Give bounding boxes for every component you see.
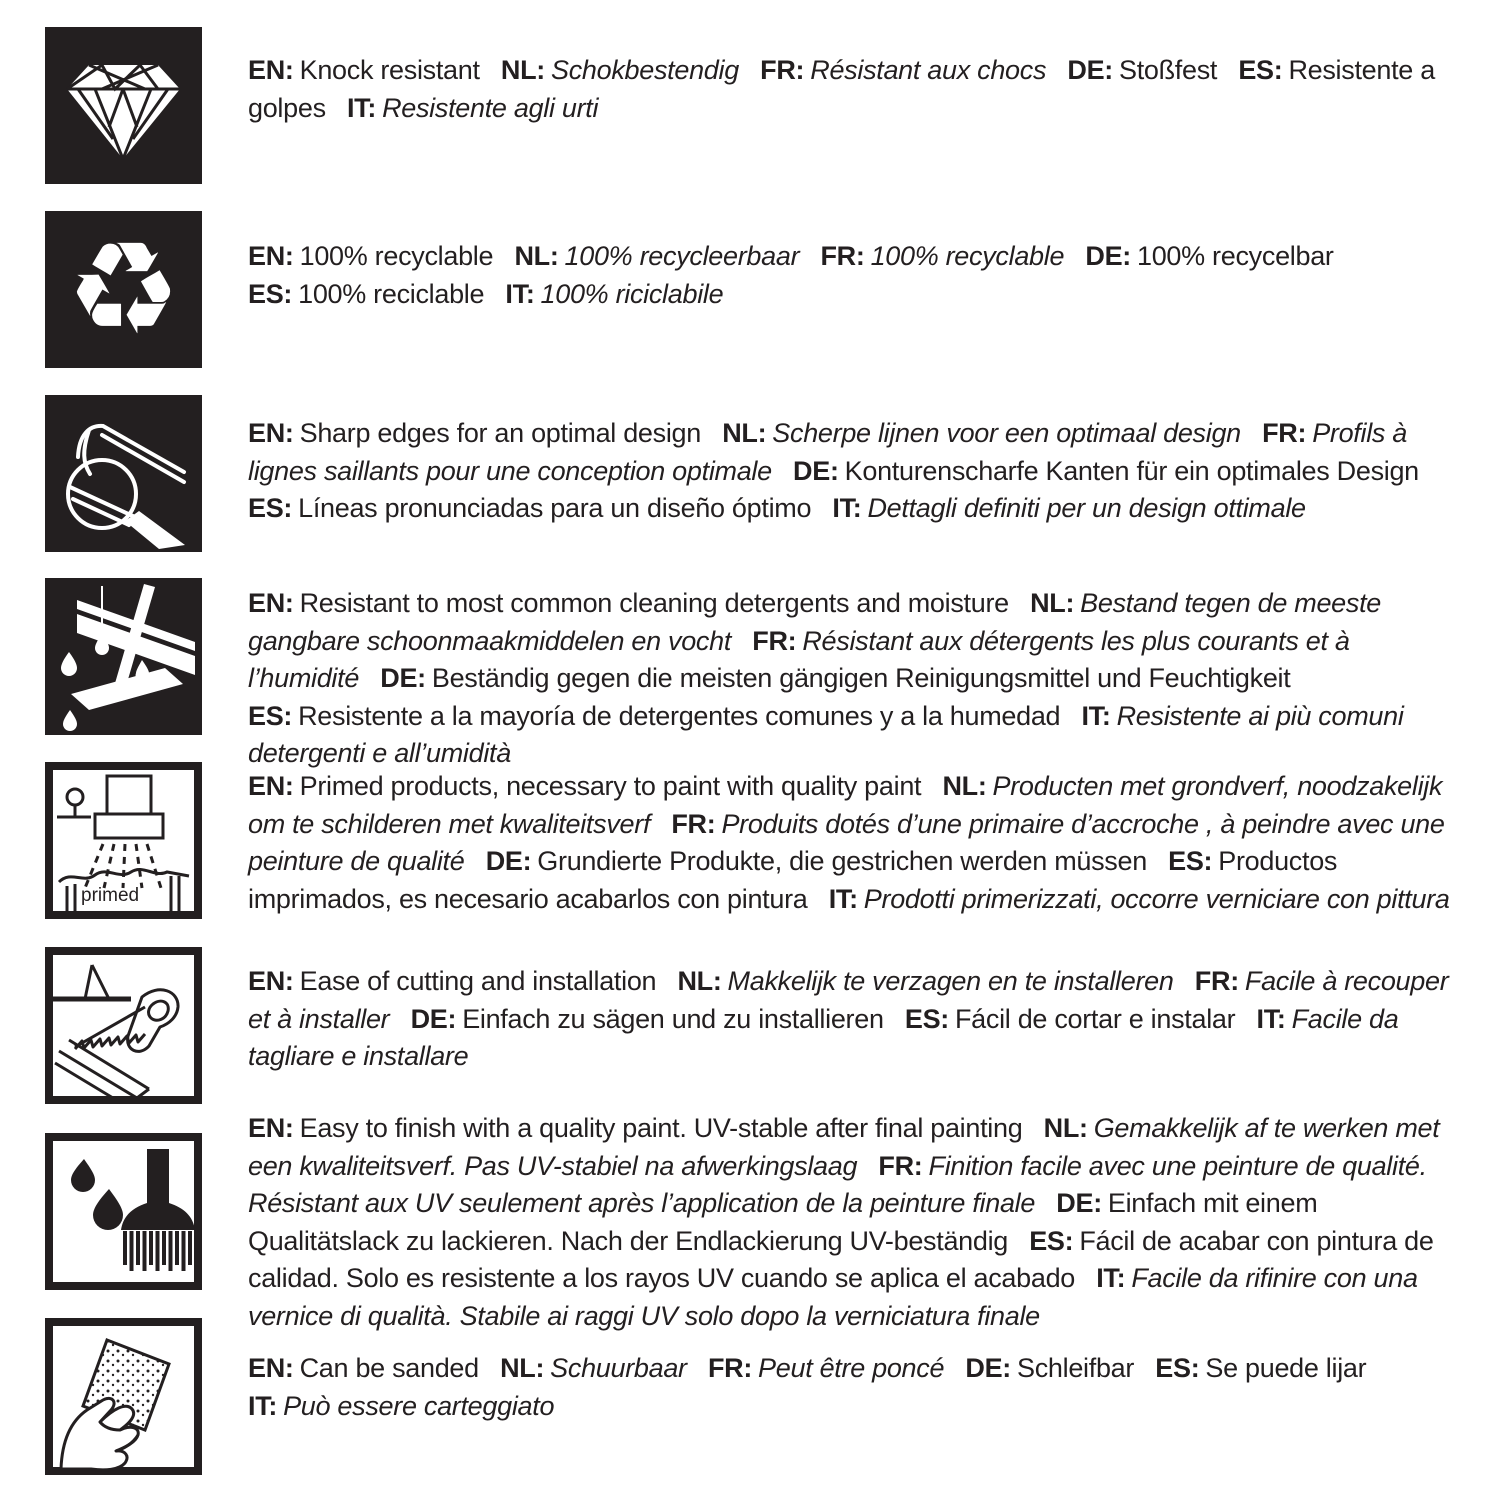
lang-label: EN:: [248, 1353, 294, 1383]
feature-description: Stoßfest: [1118, 55, 1218, 85]
feature-description: 100% recycleerbaar: [564, 241, 800, 271]
feature-text: [248, 585, 1466, 773]
lang-label: NL:: [1030, 588, 1075, 618]
feature-description: Peut être poncé: [758, 1353, 945, 1383]
feature-description: Producten met grondverf, noodzakelijk om te schilderen met kwaliteitsverf: [248, 771, 1443, 839]
primed-icon: [45, 762, 202, 919]
feature-description: 100% recyclable: [870, 241, 1065, 271]
saw-icon: [45, 947, 202, 1104]
feature-text: [248, 1110, 1466, 1335]
feature-description: Líneas pronunciadas para un diseño óptimo: [298, 493, 812, 523]
feature-description: 100% recycelbar: [1137, 241, 1334, 271]
feature-description: Schokbestendig: [551, 55, 739, 85]
feature-description: Resistente agli urti: [382, 92, 599, 123]
lang-label: IT:: [248, 1390, 278, 1421]
feature-description: Facile da rifinire con una vernice di qualità. Stabile ai raggi UV solo dopo la verniciatura finale: [248, 1263, 1418, 1331]
lang-label: DE:: [1085, 241, 1131, 271]
lang-label: NL:: [500, 1353, 545, 1383]
feature-description: Résistant aux chocs: [810, 55, 1047, 85]
lang-label: IT:: [505, 278, 535, 309]
feature-text: [248, 768, 1466, 918]
lang-label: IT:: [832, 493, 862, 523]
lang-label: NL:: [677, 966, 722, 996]
lang-label: EN:: [248, 1113, 294, 1143]
lang-label: EN:: [248, 771, 294, 801]
feature-description: Einfach zu sägen und zu installieren: [462, 1003, 884, 1034]
feature-description: 100% reciclable: [298, 278, 485, 309]
feature-description: Prodotti primerizzati, occorre verniciare con pittura: [863, 883, 1450, 914]
lang-label: NL:: [1043, 1113, 1088, 1143]
lang-label: ES:: [248, 278, 293, 309]
lang-label: NL:: [514, 241, 559, 271]
feature-description: Fácil de cortar e instalar: [954, 1003, 1236, 1034]
lang-label: ES:: [1029, 1225, 1074, 1256]
lang-label: DE:: [1056, 1188, 1102, 1218]
lang-label: IT:: [346, 92, 377, 123]
feature-text: [248, 238, 1466, 313]
feature-description: Facile à recouper et à installer: [248, 966, 1449, 1034]
feature-description: Resistente a la mayoría de detergentes comunes y a la humedad: [298, 700, 1061, 731]
feature-description: Makkelijk te verzagen en te installeren: [727, 966, 1174, 996]
feature-description: Can be sanded: [299, 1353, 479, 1383]
lang-label: FR:: [707, 1353, 753, 1383]
lang-label: DE:: [1067, 55, 1113, 85]
lang-label: DE:: [793, 455, 839, 486]
paint-brush-icon: [45, 1133, 202, 1290]
lang-label: EN:: [248, 241, 294, 271]
feature-description: 100% recyclable: [299, 241, 494, 271]
feature-text: [248, 1350, 1466, 1425]
lang-label: DE:: [410, 1003, 457, 1034]
lang-label: DE:: [965, 1353, 1011, 1383]
lang-label: FR:: [878, 1150, 923, 1181]
feature-description: Sharp edges for an optimal design: [299, 418, 701, 448]
feature-description: Dettagli definiti per un design ottimale: [867, 493, 1306, 523]
feature-description: Ease of cutting and installation: [299, 966, 657, 996]
lang-label: EN:: [248, 966, 294, 996]
feature-description: Konturenscharfe Kanten für ein optimales Design: [844, 455, 1419, 486]
lang-label: IT:: [1081, 700, 1111, 731]
lang-label: DE:: [380, 663, 426, 693]
lang-label: IT:: [828, 883, 858, 914]
lang-label: ES:: [248, 700, 293, 731]
lang-label: FR:: [820, 241, 865, 271]
lang-label: IT:: [1096, 1263, 1126, 1293]
feature-description: Profils à lignes saillants pour une conception optimale: [248, 418, 1408, 486]
recycle-glyph: ♻: [66, 214, 181, 364]
lang-label: ES:: [1155, 1353, 1200, 1383]
feature-description: Grundierte Produkte, die gestrichen werden müssen: [537, 846, 1147, 876]
feature-description: Primed products, necessary to paint with quality paint: [299, 771, 922, 801]
lang-label: FR:: [1194, 966, 1239, 996]
feature-text: [248, 52, 1466, 127]
lang-label: ES:: [904, 1003, 949, 1034]
feature-description: Beständig gegen die meisten gängigen Reinigungsmittel und Feuchtigkeit: [431, 663, 1291, 693]
feature-description: Scherpe lijnen voor een optimaal design: [772, 418, 1241, 448]
lang-label: DE:: [485, 846, 532, 876]
lang-label: EN:: [248, 588, 294, 618]
feature-description: Knock resistant: [299, 55, 480, 85]
lang-label: EN:: [248, 55, 294, 85]
feature-text: [248, 963, 1466, 1076]
sharp-edges-icon: [45, 395, 202, 552]
feature-description: 100% riciclabile: [540, 278, 724, 309]
feature-description: Finition facile avec une peinture de qualité. Résistant aux UV seulement après l’application de la peinture finale: [248, 1150, 1427, 1218]
feature-description: Résistant aux détergents les plus courants et à l’humidité: [248, 625, 1350, 693]
lang-label: NL:: [722, 418, 767, 448]
feature-description: Bestand tegen de meeste gangbare schoonmaakmiddelen en vocht: [248, 588, 1381, 656]
lang-label: FR:: [760, 55, 805, 85]
primed-caption: primed: [81, 885, 140, 906]
diamond-icon: [45, 27, 202, 184]
feature-description: Resistente a golpes: [248, 55, 1435, 123]
lang-label: ES:: [1238, 55, 1283, 85]
feature-description: Produits dotés d’une primaire d’accroche , à peindre avec une peinture de qualité: [248, 808, 1445, 876]
feature-description: Fácil de acabar con pintura de calidad. Solo es resistente a los rayos UV cuando se aplica el acabado: [248, 1225, 1434, 1293]
feature-description: Facile da tagliare e installare: [248, 1003, 1399, 1071]
feature-description: Schleifbar: [1017, 1353, 1135, 1383]
feature-description: Resistente ai più comuni detergenti e all’umidità: [248, 700, 1404, 768]
lang-label: NL:: [942, 771, 987, 801]
lang-label: EN:: [248, 418, 294, 448]
lang-label: FR:: [671, 808, 716, 839]
sanding-icon: [45, 1318, 202, 1475]
lang-label: ES:: [1168, 846, 1213, 876]
lang-label: NL:: [500, 55, 545, 85]
recycle-icon: [45, 211, 202, 368]
feature-description: Easy to finish with a quality paint. UV-stable after final painting: [299, 1113, 1023, 1143]
feature-description: Può essere carteggiato: [283, 1390, 555, 1421]
feature-description: Gemakkelijk af te werken met een kwaliteitsverf. Pas UV-stabiel na afwerkingslaag: [248, 1113, 1440, 1181]
lang-label: FR:: [752, 625, 797, 656]
lang-label: IT:: [1256, 1003, 1286, 1034]
lang-label: FR:: [1262, 418, 1307, 448]
feature-description: Einfach mit einem Qualitätslack zu lackieren. Nach der Endlackierung UV-beständig: [248, 1188, 1318, 1256]
feature-description: Schuurbaar: [550, 1353, 687, 1383]
feature-description: Se puede lijar: [1205, 1353, 1367, 1383]
feature-text: [248, 415, 1466, 528]
feature-description: Resistant to most common cleaning detergents and moisture: [299, 588, 1009, 618]
feature-description: Productos imprimados, es necesario acabarlos con pintura: [248, 846, 1338, 914]
lang-label: ES:: [248, 493, 293, 523]
mop-icon: [45, 578, 202, 735]
